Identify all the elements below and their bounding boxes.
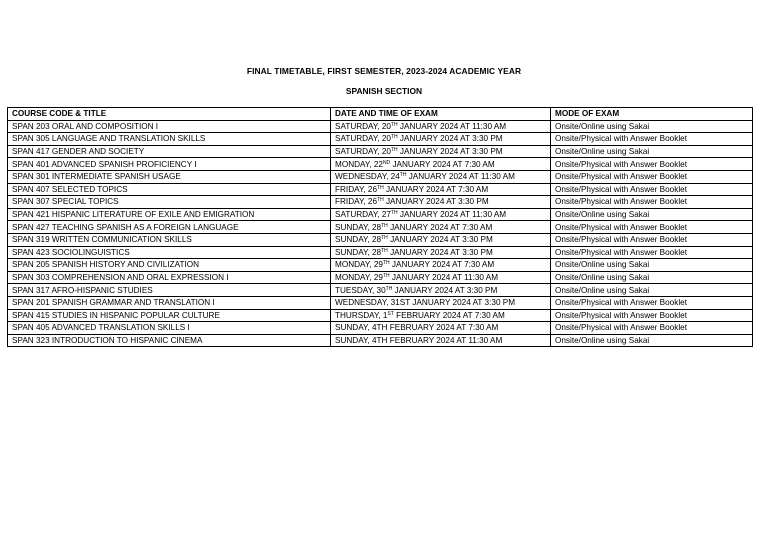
mode-cell: Onsite/Physical with Answer Booklet: [551, 183, 753, 196]
date-text: WEDNESDAY, 31ST JANUARY 2024 AT 3:30 PM: [335, 298, 516, 308]
mode-cell: Onsite/Physical with Answer Booklet: [551, 221, 753, 234]
date-ordinal-suffix: TH: [377, 197, 384, 204]
table-row: [8, 334, 753, 347]
date-ordinal-suffix: ST: [387, 310, 394, 317]
course-cell: SPAN 415 STUDIES IN HISPANIC POPULAR CULTURE: [8, 309, 331, 322]
date-text-rest: JANUARY 2024 AT 11:30 AM: [397, 210, 507, 220]
table-row: [8, 233, 753, 246]
table-body: [8, 120, 753, 347]
table-row: [8, 196, 753, 209]
date-cell: [331, 296, 551, 309]
mode-cell: Onsite/Online using Sakai: [551, 334, 753, 347]
table-row: [8, 296, 753, 309]
date-cell: [331, 196, 551, 209]
date-ordinal-suffix: TH: [385, 285, 393, 292]
date-text: MONDAY, 29: [335, 260, 383, 270]
mode-cell: Onsite/Physical with Answer Booklet: [551, 196, 753, 209]
exam-timetable: [7, 107, 753, 347]
date-text-rest: JANUARY 2024 AT 3:30 PM: [383, 197, 489, 207]
table-row: [8, 208, 753, 221]
date-cell: [331, 284, 551, 297]
table-row: [8, 170, 753, 183]
table-row: [8, 309, 753, 322]
date-cell: [331, 246, 551, 259]
course-cell: SPAN 405 ADVANCED TRANSLATION SKILLS I: [8, 322, 331, 335]
date-ordinal-suffix: TH: [382, 273, 390, 280]
date-cell: [331, 271, 551, 284]
table-row: [8, 322, 753, 335]
table-row: [8, 246, 753, 259]
date-text-rest: JANUARY 2024 AT 7:30 AM: [390, 159, 495, 169]
date-cell: [331, 170, 551, 183]
date-text: FRIDAY, 26: [335, 184, 378, 194]
date-ordinal-suffix: TH: [390, 121, 398, 128]
course-cell: SPAN 417 GENDER AND SOCIETY: [8, 145, 331, 158]
date-cell: [331, 183, 551, 196]
course-cell: SPAN 423 SOCIOLINGUISTICS: [8, 246, 331, 259]
course-cell: SPAN 303 COMPREHENSION AND ORAL EXPRESSION I: [8, 271, 331, 284]
date-ordinal-suffix: TH: [381, 222, 388, 229]
date-text: MONDAY, 22: [335, 159, 383, 169]
date-text: SUNDAY, 28: [335, 235, 382, 245]
date-text-rest: JANUARY 2024 AT 11:30 AM: [406, 172, 515, 182]
course-cell: SPAN 301 INTERMEDIATE SPANISH USAGE: [8, 170, 331, 183]
date-text-rest: JANUARY 2024 AT 7:30 AM: [387, 222, 493, 232]
date-text: SUNDAY, 4TH FEBRUARY 2024 AT 7:30 AM: [335, 323, 499, 333]
course-cell: SPAN 203 ORAL AND COMPOSITION I: [8, 120, 331, 133]
date-text-rest: JANUARY 2024 AT 7:30 AM: [383, 184, 489, 194]
mode-cell: Onsite/Online using Sakai: [551, 208, 753, 221]
mode-cell: Onsite/Physical with Answer Booklet: [551, 309, 753, 322]
date-ordinal-suffix: TH: [382, 260, 390, 267]
date-ordinal-suffix: TH: [390, 134, 398, 141]
table-header-row: [8, 108, 753, 121]
mode-cell: Onsite/Physical with Answer Booklet: [551, 158, 753, 171]
mode-cell: Onsite/Physical with Answer Booklet: [551, 133, 753, 146]
header-mode: MODE OF EXAM: [551, 108, 753, 121]
date-text-rest: JANUARY 2024 AT 3:30 PM: [397, 134, 503, 144]
date-cell: [331, 208, 551, 221]
date-text: SUNDAY, 28: [335, 222, 382, 232]
date-ordinal-suffix: TH: [381, 247, 388, 254]
date-text: SUNDAY, 4TH FEBRUARY 2024 AT 11:30 AM: [335, 335, 503, 345]
mode-cell: Onsite/Online using Sakai: [551, 145, 753, 158]
course-cell: SPAN 407 SELECTED TOPICS: [8, 183, 331, 196]
table-row: [8, 221, 753, 234]
table-row: [8, 158, 753, 171]
date-text-rest: JANUARY 2024 AT 3:30 PM: [387, 247, 493, 257]
date-text: SATURDAY, 20: [335, 121, 391, 131]
date-text-rest: JANUARY 2024 AT 3:30 PM: [387, 235, 493, 245]
course-cell: SPAN 307 SPECIAL TOPICS: [8, 196, 331, 209]
date-text: SUNDAY, 28: [335, 247, 382, 257]
date-text-rest: FEBRUARY 2024 AT 7:30 AM: [393, 310, 505, 320]
date-cell: [331, 334, 551, 347]
course-cell: SPAN 427 TEACHING SPANISH AS A FOREIGN LANGUAGE: [8, 221, 331, 234]
date-text-rest: JANUARY 2024 AT 7:30 AM: [389, 260, 495, 270]
table-row: [8, 259, 753, 272]
mode-cell: Onsite/Online using Sakai: [551, 284, 753, 297]
mode-cell: Onsite/Online using Sakai: [551, 259, 753, 272]
course-cell: SPAN 421 HISPANIC LITERATURE OF EXILE AND EMIGRATION: [8, 208, 331, 221]
table-row: [8, 284, 753, 297]
date-cell: [331, 322, 551, 335]
mode-cell: Onsite/Physical with Answer Booklet: [551, 322, 753, 335]
table-row: [8, 133, 753, 146]
date-text: TUESDAY, 30: [335, 285, 386, 295]
mode-cell: Onsite/Physical with Answer Booklet: [551, 296, 753, 309]
table-row: [8, 271, 753, 284]
date-cell: [331, 120, 551, 133]
date-cell: [331, 221, 551, 234]
date-cell: [331, 133, 551, 146]
date-text-rest: JANUARY 2024 AT 11:30 AM: [389, 273, 499, 283]
course-cell: SPAN 305 LANGUAGE AND TRANSLATION SKILLS: [8, 133, 331, 146]
date-cell: [331, 309, 551, 322]
date-ordinal-suffix: TH: [390, 147, 398, 154]
course-cell: SPAN 323 INTRODUCTION TO HISPANIC CINEMA: [8, 334, 331, 347]
header-course: COURSE CODE & TITLE: [8, 108, 331, 121]
date-cell: [331, 259, 551, 272]
table-row: [8, 145, 753, 158]
date-text: SATURDAY, 27: [335, 210, 391, 220]
date-ordinal-suffix: TH: [381, 235, 388, 242]
date-cell: [331, 158, 551, 171]
date-text: THURSDAY, 1: [335, 310, 388, 320]
date-ordinal-suffix: TH: [377, 184, 384, 191]
course-cell: SPAN 401 ADVANCED SPANISH PROFICIENCY I: [8, 158, 331, 171]
mode-cell: Onsite/Physical with Answer Booklet: [551, 233, 753, 246]
course-cell: SPAN 201 SPANISH GRAMMAR AND TRANSLATION I: [8, 296, 331, 309]
document-title: FINAL TIMETABLE, FIRST SEMESTER, 2023-2024 ACADEMIC YEAR: [246, 66, 522, 76]
date-ordinal-suffix: TH: [399, 172, 407, 179]
mode-cell: Onsite/Physical with Answer Booklet: [551, 246, 753, 259]
course-cell: SPAN 319 WRITTEN COMMUNICATION SKILLS: [8, 233, 331, 246]
date-cell: [331, 145, 551, 158]
table-row: [8, 183, 753, 196]
date-cell: [331, 233, 551, 246]
course-cell: SPAN 317 AFRO-HISPANIC STUDIES: [8, 284, 331, 297]
mode-cell: Onsite/Online using Sakai: [551, 271, 753, 284]
date-text: FRIDAY, 26: [335, 197, 378, 207]
course-cell: SPAN 205 SPANISH HISTORY AND CIVILIZATION: [8, 259, 331, 272]
mode-cell: Onsite/Physical with Answer Booklet: [551, 170, 753, 183]
section-title: SPANISH SECTION: [345, 86, 423, 96]
date-ordinal-suffix: TH: [390, 210, 398, 217]
date-text: WEDNESDAY, 24: [335, 172, 400, 182]
date-text: SATURDAY, 20: [335, 147, 391, 157]
date-text-rest: JANUARY 2024 AT 3:30 PM: [397, 147, 503, 157]
mode-cell: Onsite/Online using Sakai: [551, 120, 753, 133]
date-text: SATURDAY, 20: [335, 134, 391, 144]
table-row: [8, 120, 753, 133]
date-text: MONDAY, 29: [335, 273, 383, 283]
header-date: DATE AND TIME OF EXAM: [331, 108, 551, 121]
date-ordinal-suffix: ND: [382, 159, 391, 166]
date-text-rest: JANUARY 2024 AT 11:30 AM: [397, 121, 507, 131]
date-text-rest: JANUARY 2024 AT 3:30 PM: [392, 285, 498, 295]
